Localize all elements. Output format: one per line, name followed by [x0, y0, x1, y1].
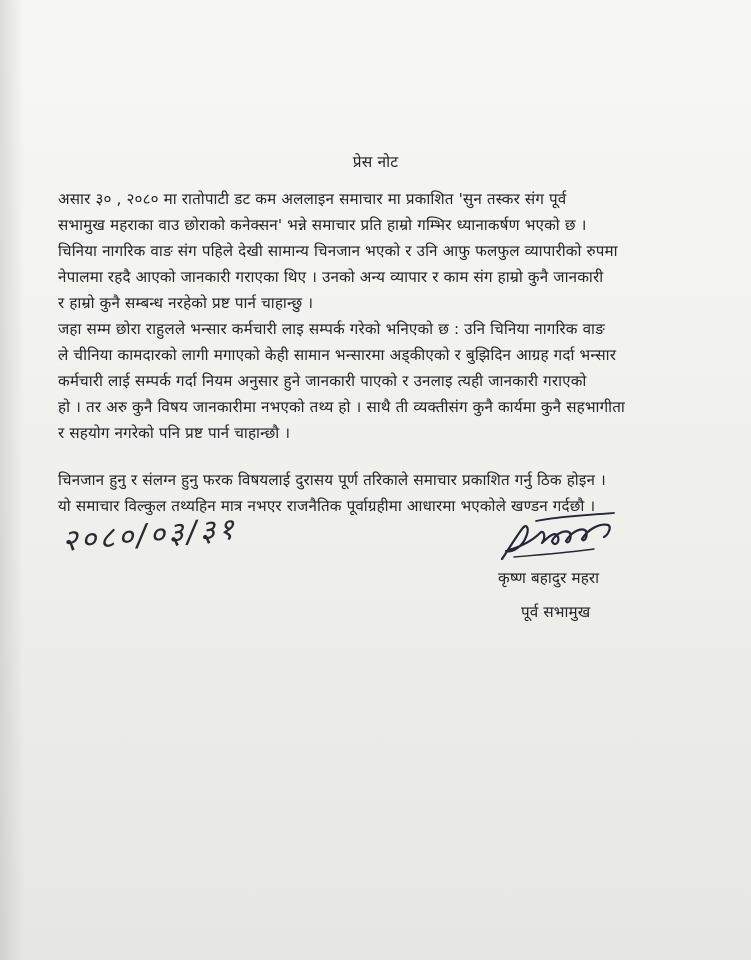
paragraph-line: र हाम्रो कुनै सम्बन्ध नरहेको प्रष्ट पार्न चाहान्छु ।: [58, 294, 314, 312]
paragraph-1: [58, 187, 708, 317]
paragraph-line: जहा सम्म छोरा राहुलले भन्सार कर्मचारी लाइ सम्पर्क गरेको भनिएको छ : उनि चिनिया नागरिक वाङ: [58, 320, 605, 338]
paragraph-line: यो समाचार विल्कुल तथ्यहिन मात्र नभएर राजनैतिक पूर्वाग्रहीमा आधारमा भएकोले खण्डन गर्दछौ ।: [58, 497, 596, 515]
handwritten-date: २०८०/०३/३१: [60, 511, 238, 559]
paragraph-line: सभामुख महराका वाउ छोराको कनेक्सन' भन्ने समाचार प्रति हाम्रो गम्भिर ध्यानाकर्षण भएको छ ।: [58, 216, 587, 234]
page-edge-shadow: [0, 0, 24, 960]
paragraph-line: नेपालमा रहदै आएको जानकारी गराएका थिए । उनको अन्य व्यापार र काम संग हाम्रो कुनै जानकारी: [58, 268, 604, 286]
signatory-title: पूर्व सभामुख: [521, 603, 591, 621]
handwritten-signature: [496, 507, 626, 569]
paragraph-line: चिनिया नागरिक वाङ संग पहिले देखी सामान्य चिनजान भएको र उनि आफु फलफुल व्यापारीको रुपमा: [58, 242, 618, 260]
paragraph-line: कर्मचारी लाई सम्पर्क गर्दा नियम अनुसार हुने जानकारी पाएको र उनलाइ त्यही जानकारी गराएको: [58, 372, 587, 390]
paragraph-line: हो । तर अरु कुनै विषय जानकारीमा नभएको तथ्य हो । साथै ती व्यक्तीसंग कुनै कार्यमा कुनै सहभागीता: [58, 398, 625, 416]
document-title: प्रेस नोट: [352, 153, 399, 171]
signatory-name: कृष्ण बहादुर महरा: [498, 569, 600, 587]
paragraph-line: चिनजान हुनु र संलग्न हुनु फरक विषयलाई दुरासय पूर्ण तरिकाले समाचार प्रकाशित गर्नु ठिक होइन ।: [58, 471, 606, 489]
paragraph-2: [58, 317, 708, 447]
paragraph-line: ले चीनिया कामदारको लागी मगाएको केही सामान भन्सारमा अड्कीएको र बुझिदिन आग्रह गर्दा भन्सार: [58, 346, 617, 364]
paragraph-line: असार ३० , २०८० मा रातोपाटी डट कम अललाइन समाचार मा प्रकाशित 'सुन तस्कर संग पूर्व: [58, 190, 567, 208]
paragraph-line: र सहयोग नगरेको पनि प्रष्ट पार्न चाहान्छौ ।: [58, 424, 291, 442]
